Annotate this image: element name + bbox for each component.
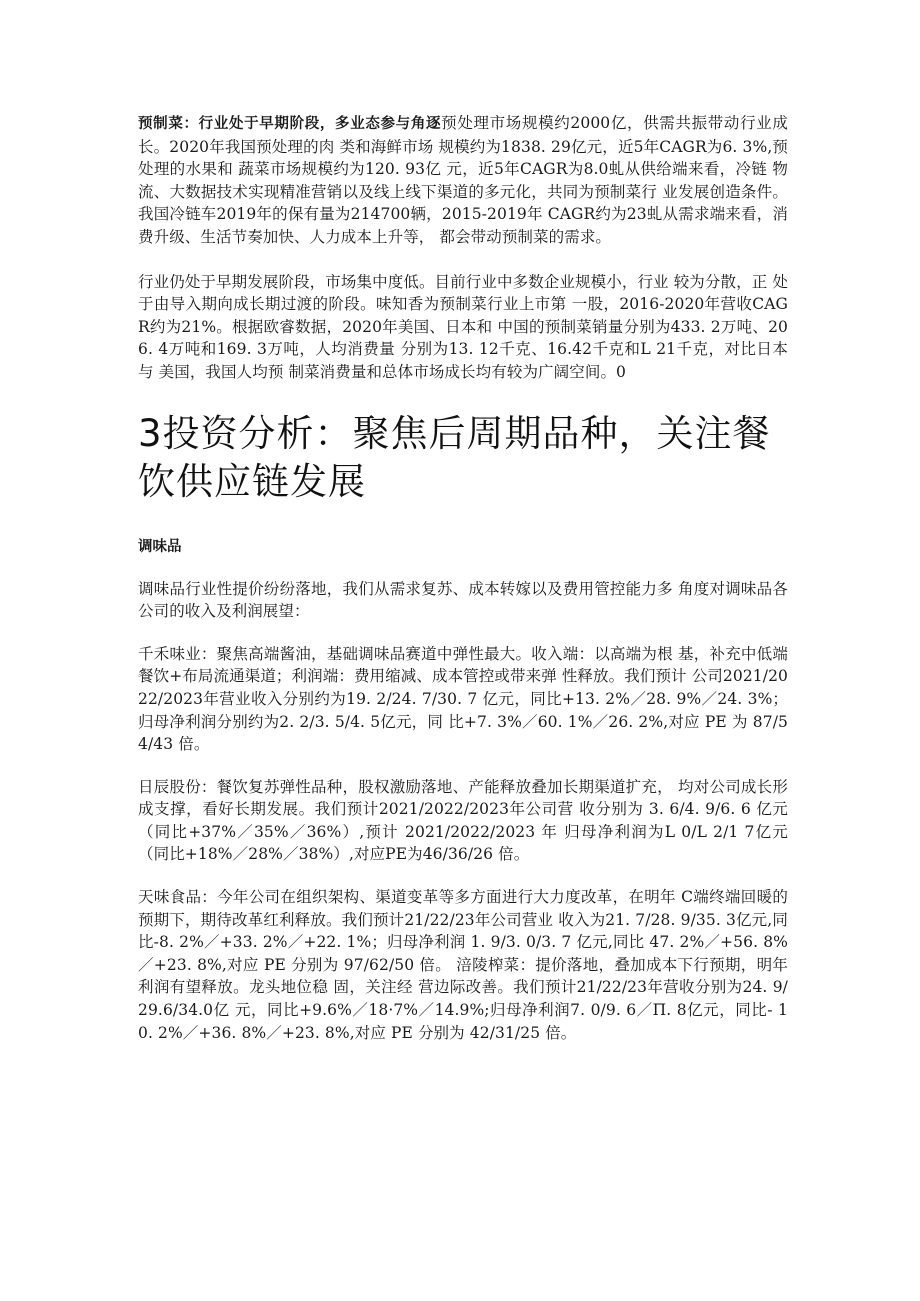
- intro-paragraph: [138, 112, 788, 249]
- subhead-seasoning: 调味品: [138, 538, 182, 555]
- richen-paragraph: 日辰股份：餐饮复苏弹性品种，股权激励落地、产能释放叠加长期渠道扩充， 均对公司成长形成支撑，看好长期发展。我们预计2021/2022/2023年公司营 收分别为 3. 6/4. 9/6. 6 亿元（同比+37%／35%／36%）,预计 2021/2022/2023 年 归母净利润为L 0/L 2/1 7亿元（同比+18%／28%／38%）,对应PE为46/36/26 倍。: [138, 777, 788, 864]
- intro-body: 预处理市场规模约2000亿，供需共振带动行业成长。2020年我国预处理的肉 类和海鲜市场 规模约为1838. 29亿元，近5年CAGR为6. 3%,预处理的水果和 蔬菜市场规模约为120. 93亿 元，近5年CAGR为8.0虬从供给端来看，冷链 物流、大数据技术实现精准营销以及线上线下渠道的多元化，共同为预制菜行 业发展创造条件。我国冷链车2019年的保有量为214700辆，2015-2019年 CAGR约为23虬从需求端来看，消费升级、生活节奏加快、人力成本上升等， 都会带动预制菜的需求。: [138, 114, 789, 246]
- seasoning-intro-paragraph: 调味品行业性提价纷纷落地，我们从需求复苏、成本转嫁以及费用管控能力多 角度对调味品各公司的收入及利润展望：: [138, 579, 788, 621]
- intro-lead: 预制菜：行业处于早期阶段，多业态参与角逐: [138, 116, 442, 132]
- section-title: 3投资分析：聚焦后周期品种，关注餐饮供应链发展: [138, 411, 771, 503]
- qianhe-paragraph: 千禾味业：聚焦高端酱油，基础调味品赛道中弹性最大。收入端：以高端为根 基，补充中低端餐饮+布局流通渠道；利润端：费用缩减、成本管控或带来弹 性释放。我们预计 公司2021/2022/2023年营业收入分别约为19. 2/24. 7/30. 7 亿元，同比+13. 2%／28. 9%／24. 3%；归母净利润分别约为2. 2/3. 5/4. 5亿元，同 比+7. 3%／60. 1%／26. 2%,对应 PE 为 87/54/43 倍。: [138, 644, 788, 754]
- industry-stage-paragraph: 行业仍处于早期发展阶段，市场集中度低。目前行业中多数企业规模小，行业 较为分散，正 处于由导入期向成长期过渡的阶段。味知香为预制菜行业上市第 一股，2016-2020年营收CAGR约为21%。根据欧睿数据，2020年美国、日本和 中国的预制菜销量分别为433. 2万吨、206. 4万吨和169. 3万吨，人均消费量 分别为13. 12千克、16.42千克和L 21千克，对比日本与 美国，我国人均预 制菜消费量和总体市场成长均有较为广阔空间。0: [138, 272, 788, 381]
- document-page: [138, 112, 788, 1044]
- tianwei-fuling-paragraph: 天味食品：今年公司在组织架构、渠道变革等多方面进行大力度改革，在明年 C端终端回暖的预期下，期待改革红利释放。我们预计21/22/23年公司营业 收入为21. 7/28. 9/35. 3亿元,同比-8. 2%／+33. 2%／+22. 1%；归母净利润 1. 9/3. 0/3. 7 亿元,同比 47. 2%／+56. 8%／+23. 8%,对应 PE 分别为 97/62/50 倍。 涪陵榨菜：提价落地，叠加成本下行预期，明年利润有望释放。龙头地位稳 固，关注经 营边际改善。我们预计21/22/23年营收分别为24. 9/29.6/34.0亿 元，同比+9.6%／18·7%／14.9%;归母净利润7. 0/9. 6／П. 8亿元，同比- 10. 2%／+36. 8%／+23. 8%,对应 PE 分别为 42/31/25 倍。: [138, 888, 788, 1042]
